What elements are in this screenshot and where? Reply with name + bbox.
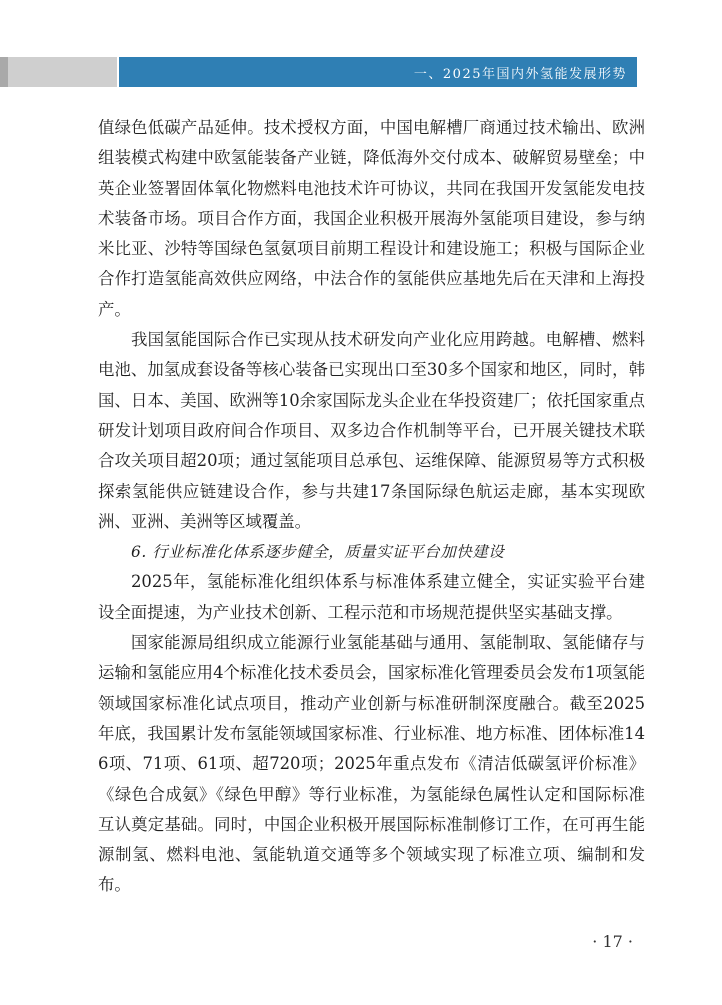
header-gray-block [0, 57, 117, 87]
header-gray-mark [0, 57, 8, 87]
subheading-standardization: 6. 行业标准化体系逐步健全，质量实证平台加快建设 [131, 543, 505, 562]
section-title: 一、2025年国内外氢能发展形势 [413, 66, 627, 82]
paragraph-standards-overview: 2025年，氢能标准化组织体系与标准体系建立健全，实证实验平台建设全面提速，为产业技术创新、工程示范和市场规范提供坚实基础支撑。 [98, 572, 645, 622]
paragraph-standards-details: 国家能源局组织成立能源行业氢能基础与通用、氢能制取、氢能储存与运输和氢能应用4个标准化技术委员会，国家标准化管理委员会发布1项氢能领域国家标准化试点项目，推动产业创新与标准研制深度融合。截至2025年底，我国累计发布氢能领域国家标准、行业标准、地方标准、团体标准146项、71项、61项、超720项；2025年重点发布《清洁低碳氢评价标准》《绿色合成氨》《绿色甲醇》等行业标准，为氢能绿色属性认定和国际标准互认奠定基础。同时，中国企业积极开展国际标准制修订工作，在可再生能源制氢、燃料电池、氢能轨道交通等多个领域实现了标准立项、编制和发布。 [98, 633, 645, 895]
page-body [98, 113, 645, 901]
header-bar [119, 57, 637, 87]
paragraph-international-cooperation: 我国氢能国际合作已实现从技术研发向产业化应用跨越。电解槽、燃料电池、加氢成套设备等核心装备已实现出口至30多个国家和地区，同时，韩国、日本、美国、欧洲等10余家国际龙头企业在华投资建厂；依托国家重点研发计划项目政府间合作项目、双多边合作机制等平台，已开展关键技术联合攻关项目超20项；通过氢能项目总承包、运维保障、能源贸易等方式积极探索氢能供应链建设合作，参与共建17条国际绿色航运走廊，基本实现欧洲、亚洲、美洲等区域覆盖。 [98, 330, 645, 531]
paragraph-continued: 值绿色低碳产品延伸。技术授权方面，中国电解槽厂商通过技术输出、欧洲组装模式构建中欧氢能装备产业链，降低海外交付成本、破解贸易壁垒；中英企业签署固体氧化物燃料电池技术许可协议，共同在我国开发氢能发电技术装备市场。项目合作方面，我国企业积极开展海外氢能项目建设，参与纳米比亚、沙特等国绿色氢氨项目前期工程设计和建设施工；积极与国际企业合作打造氢能高效供应网络，中法合作的氢能供应基地先后在天津和上海投产。 [98, 118, 645, 319]
page-number: · 17 · [592, 932, 633, 951]
